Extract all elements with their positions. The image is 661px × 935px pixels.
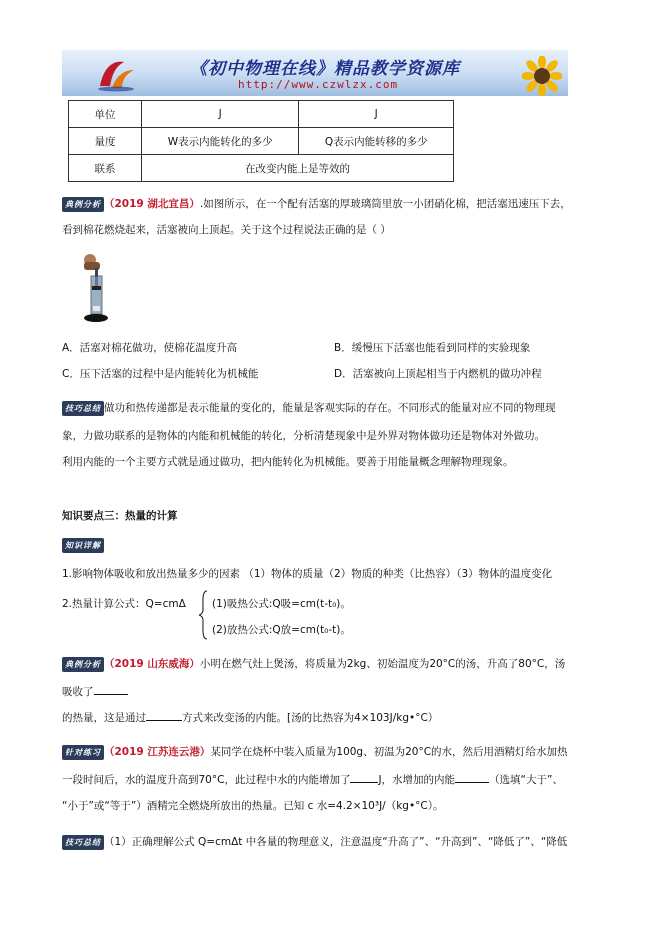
practice-line3: “小于”或“等于”）酒精完全燃烧所放出的热量。已知 c 水=4.2×10³J/（kg•°C）。: [62, 800, 444, 812]
option-b: B．缓慢压下活塞也能看到同样的实验现象: [334, 342, 531, 354]
option-c: C．压下活塞的过程中是内能转化为机械能: [62, 368, 259, 380]
site-logo-icon: [94, 56, 136, 92]
practice-line1: [62, 744, 568, 760]
formula-absorb: (1)吸热公式:Q吸=cm(t-t₀)。: [212, 598, 351, 610]
example2-text: 小明在燃气灶上煲汤，将质量为2kg、初始温度为20°C的汤，升高了80°C，汤: [199, 658, 566, 670]
knowledge-tag: 知识详解: [62, 538, 104, 553]
section3-heading: 知识要点三：热量的计算: [62, 510, 178, 522]
section3-item2: 2.热量计算公式：Q=cmΔ: [62, 598, 186, 610]
example2-text: 的热量，这是通过: [62, 712, 146, 724]
table-cell: 单位: [69, 101, 142, 128]
brace-icon: [198, 590, 208, 640]
section3-tag-row: [62, 538, 104, 553]
banner-title: 《初中物理在线》精品教学资源库: [190, 59, 460, 79]
example2-text: 方式来改变汤的内能。[汤的比热容为4×103J/kg•°C）: [182, 712, 439, 724]
table-cell: 量度: [69, 128, 142, 155]
example1-question-line2: 看到棉花燃烧起来，活塞被向上顶起。关于这个过程说法正确的是（ ）: [62, 224, 391, 236]
example1-question-line1: [62, 196, 571, 212]
banner-url[interactable]: http://www.czwlzx.com: [238, 78, 399, 91]
table-cell: Q表示内能转移的多少: [299, 128, 454, 155]
header-banner: [62, 50, 568, 96]
summary-tag: 技巧总结: [62, 401, 104, 416]
example2-line3: [62, 710, 438, 725]
summary1-line2: 象，力做功联系的是物体的内能和机械能的转化，分析清楚现象中是外界对物体做功还是物体对外做功。: [62, 430, 545, 442]
example-tag: 典例分析: [62, 197, 104, 212]
piston-cylinder-figure: [76, 252, 116, 324]
practice-source: （2019 江苏连云港）: [104, 746, 211, 758]
practice-text: 一段时间后，水的温度升高到70°C，此过程中水的内能增加了: [62, 774, 351, 786]
summary1-line3: 利用内能的一个主要方式就是通过做功，把内能转化为机械能。要善于用能量概念理解物理现象。: [62, 456, 514, 468]
table-row: [69, 101, 454, 128]
example2-text: 吸收了: [62, 686, 94, 698]
example2-line1: [62, 656, 565, 672]
practice-line2: [62, 772, 563, 787]
section3-item1: 1.影响物体吸收和放出热量多少的因素 （1）物体的质量（2）物质的种类（比热容）（3）物体的温度变化: [62, 568, 553, 580]
table-cell: J: [299, 101, 454, 128]
summary-tag: 技巧总结: [62, 835, 104, 850]
practice-text: J，水增加的内能: [378, 774, 456, 786]
answer-blank[interactable]: [350, 772, 378, 783]
table-row: [69, 128, 454, 155]
example1-text: .如图所示，在一个配有活塞的厚玻璃筒里放一小团硝化棉，把活塞迅速压下去，: [199, 198, 571, 210]
practice-text: 某同学在烧杯中装入质量为100g、初温为20°C的水，然后用酒精灯给水加热: [210, 746, 568, 758]
answer-blank[interactable]: [455, 772, 489, 783]
summary2-text: （1）正确理解公式 Q=cmΔt 中各量的物理意义，注意温度“升高了”、“升高到”、“降低了”、“降低: [104, 836, 568, 848]
table-cell: J: [142, 101, 299, 128]
option-a: A．活塞对棉花做功，使棉花温度升高: [62, 342, 238, 354]
example1-source: （2019 湖北宜昌）: [104, 198, 200, 210]
table-cell: 在改变内能上是等效的: [142, 155, 454, 182]
example-tag: 典例分析: [62, 657, 104, 672]
summary2-line1: [62, 834, 567, 850]
summary1-text: 做功和热传递都是表示能量的变化的，能量是客观实际的存在。不同形式的能量对应不同的物理现: [104, 402, 556, 414]
answer-blank[interactable]: [146, 710, 182, 721]
formula-release: (2)放热公式:Q放=cm(t₀-t)。: [212, 624, 351, 636]
example2-line2: [62, 684, 128, 699]
table-cell: 联系: [69, 155, 142, 182]
answer-blank[interactable]: [94, 684, 128, 695]
option-d: D．活塞被向上顶起相当于内燃机的做功冲程: [334, 368, 542, 380]
sunflower-icon: [522, 56, 562, 96]
practice-text: （选填“大于”、: [489, 774, 563, 786]
comparison-table: [68, 100, 454, 182]
table-row: [69, 155, 454, 182]
practice-tag: 针对练习: [62, 745, 104, 760]
example2-source: （2019 山东威海）: [104, 658, 200, 670]
summary1-line1: [62, 400, 556, 416]
table-cell: W表示内能转化的多少: [142, 128, 299, 155]
